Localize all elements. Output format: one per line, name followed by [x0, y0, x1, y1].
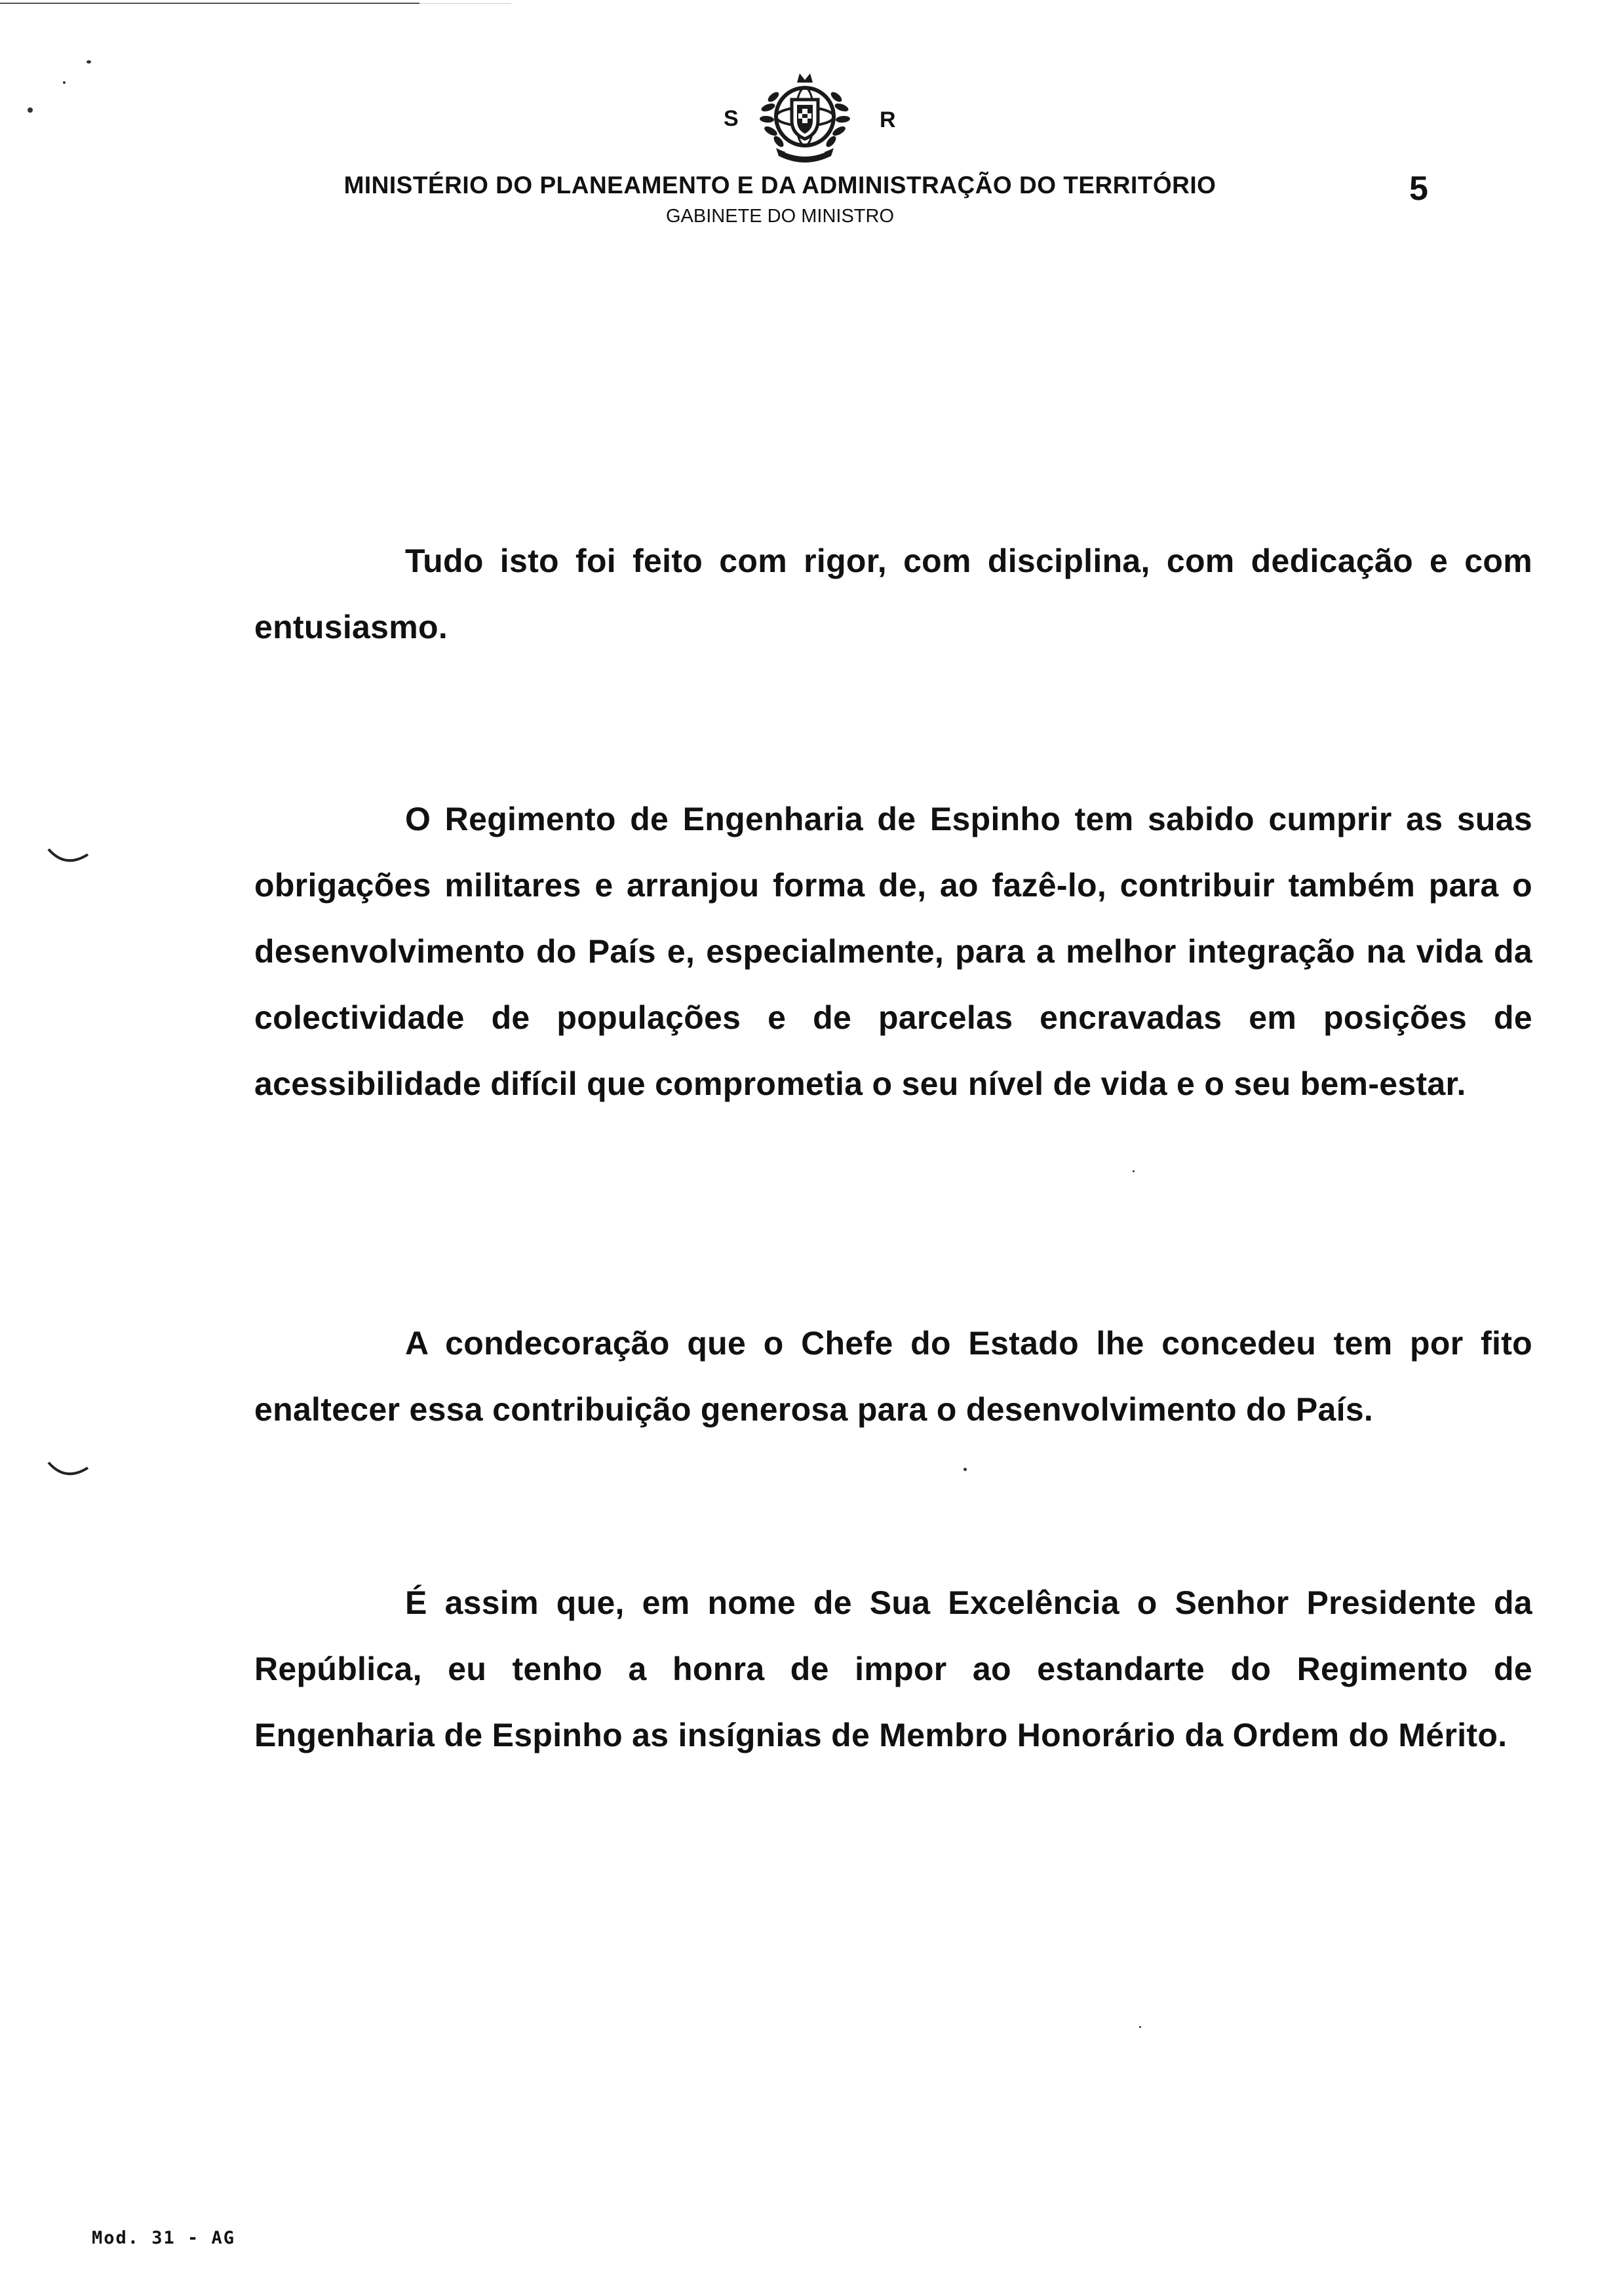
paragraph-3: A condecoração que o Chefe do Estado lhe concedeu tem por fito enaltecer essa contribuição generosa para o desenvolvimento do País.	[254, 1325, 1532, 1428]
emblem-letter-left: S	[724, 106, 739, 131]
paragraph-2: O Regimento de Engenharia de Espinho tem sabido cumprir as suas obrigações militares e arranjou forma de, ao fazê-lo, contribuir também para o desenvolvimento do País e, especialmente, para a melhor integração na vida da colectividade de populações e de parcelas encravadas em posições de acessibilidade difícil que comprometia o seu nível de vida e o seu bem-estar.	[254, 801, 1532, 1102]
scan-speck	[1133, 1170, 1135, 1172]
punch-hole-mark	[46, 845, 92, 868]
scan-edge-line	[0, 3, 419, 4]
scan-edge-line-faint	[419, 3, 511, 4]
paragraph-1: Tudo isto foi feito com rigor, com disciplina, com dedicação e com entusiasmo.	[254, 543, 1532, 645]
cabinet-subtitle: GABINETE DO MINISTRO	[665, 206, 895, 227]
scan-speck	[28, 107, 33, 113]
form-code-footer: Mod. 31 - AG	[92, 2228, 236, 2248]
scan-speck	[1139, 2026, 1141, 2028]
coat-of-arms-emblem	[739, 71, 870, 169]
page-number: 5	[1409, 170, 1428, 208]
paragraph-4: É assim que, em nome de Sua Excelência o Senhor Presidente da República, eu tenho a honra de impor ao estandarte do Regimento de Engenharia de Espinho as insígnias de Membro Honorário da Ordem do Mérito.	[254, 1584, 1532, 1753]
scan-speck	[87, 60, 91, 64]
emblem-letter-right: R	[880, 107, 896, 132]
scan-speck	[963, 1468, 967, 1471]
scan-speck	[63, 81, 66, 84]
portugal-coat-of-arms-icon	[739, 71, 870, 169]
punch-hole-mark	[46, 1459, 92, 1481]
ministry-title: MINISTÉRIO DO PLANEAMENTO E DA ADMINISTRAÇÃO DO TERRITÓRIO	[343, 172, 1216, 199]
